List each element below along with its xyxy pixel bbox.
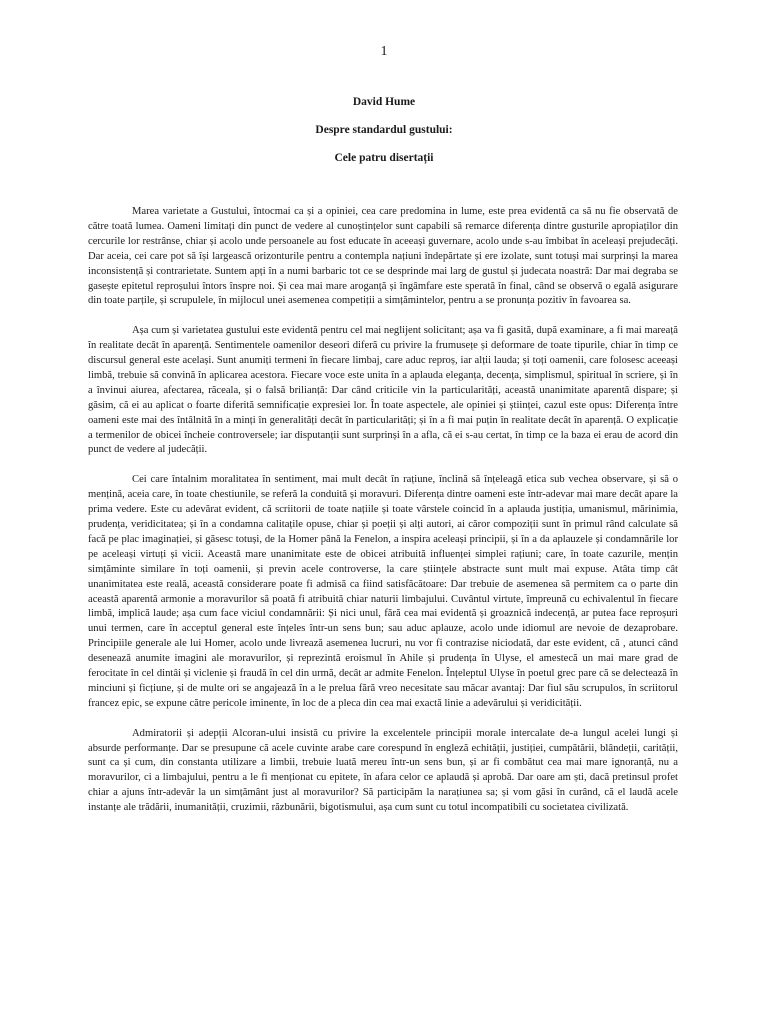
document-subtitle: Cele patru disertații (334, 152, 434, 164)
paragraph: Așa cum și varietatea gustului este evidentă pentru cel mai neglijent solicitant; așa va fi gasită, după examinare, a fi mai mareață în realitate decât în aparență. Sentimentele oamenilor deseori diferă cu privire la frumusețe și deformare de toate tipurile, chiar în timp ce discursul general este același. Sunt anumiți termeni în fiecare limbaj, care aduc reproș, iar alții lauda; și toți oamenii, care folosesc aceeași limbă, trebuie să convină în aplicarea acestora. Fiecare voce este unita în a aplauda eleganța, decența, simplismul, spiritual în scriere, și în a învinui aiurea, afectarea, răceala, și o falsă brilianță: Dar când criticile vin la particularități, această unanimitate aparentă dispare; și găsim, că ei au aplicat o foarte diferită semnificație expresiei lor. În toate aspectele, ale opiniei și științei, cazul este opus: Diferența între oameni este mai des întâlnită în a minți în generalități decât în particularități; și în a fi mai puțin în realitate decât în aparență. O explicație a termenilor de obicei încheie controversele; iar disputanții sunt surprinși în a afla, că ei s-au certat, în timp ce la baza ei erau de acord din punct de vedere al judecății. (88, 325, 678, 456)
page-number: 1 (380, 44, 388, 59)
body-text (88, 205, 678, 816)
author-name: David Hume (352, 96, 416, 108)
paragraph: Admiratorii și adepții Alcoran-ului insistă cu privire la excelentele principii morale intercalate de-a lungul acelei lungi și absurde performanțe. Dar se presupune că acele cuvinte arabe care corespund în engleză echității, justiției, cumpătării, blândeții, carității, sunt ca și cum, din constanta utilizare a limbii, trebuie luată mereu într-un sens bun, și ar fi combătut cea mai mare ignoranță, nu a moravurilor, ci a limbajului, pentru a le fi menționat cu epitete, în afara celor ce aplaudă și aprobă. Dar oare am ști, dacă pretinsul profet chiar a ajuns într-adevăr la un simțământ just al moravurilor? Să participăm la narațiunea sa; și vom găsi în curând, că el laudă acele instanțe ale trădării, inumanității, cruzimii, răzbunării, bigotismului, așa cum sunt cu totul incompatibili cu societatea civilizată. (88, 727, 678, 814)
document-title: Despre standardul gustului: (315, 124, 453, 136)
paragraph: Cei care întalnim moralitatea în sentiment, mai mult decât în rațiune, înclină să înțeleagă etica sub vechea observare, și să o mențină, aceia care, în toate chestiunile, se referă la conduită și moravuri. Diferența dintre oameni este într-adevar mai mare decât apare la prima vedere. Este cu adevărat evident, că scriitorii de toate națiile și toate vârstele coincid în a aplauda justiția, umanismul, mărinimia, prudența, veridicitatea; și în a condamna calitațile opuse, chiar și poeții și alți autori, ai căror compoziții sunt în primul rând calculate să facă pe plac imaginației, și găsesc totuși, de la Homer până la Fenelon, a inspira aceleași principii, și în a da aplauzele și condamnările lor pe aceleași virtuți și vicii. Această mare unanimitate este de obicei atribuită influenței simplei rațiuni; care, în toate cazurile, mențin simțăminte similare în toți oamenii, și previn acele controverse, la care științele abstracte sunt mult mai expuse. Atâta timp cât unanimitatea este reală, această considerare poate fi admisă ca fiind satisfăcătoare: Dar trebuie de asemenea să permitem ca o parte din această aparentă armonie a moravurilor să poată fi atribuită chiar naturii limbajului. Cuvântul virtute, împreună cu echivalentul în fiecare limbă, implică laude; așa cum face viciul condamnării: Și nici unul, fără cea mai evidentă și groaznică indecență, ar putea face reproșuri unui termen, care în acceptul general este înțeles într-un sens bun; sau aduc aplauze, acolo unde idiomul are nevoie de dezaprobare. Principiile generale ale lui Homer, acolo unde livrează asemenea lucruri, nu vor fi contrazise niciodată, dar este evident, că , atunci când desenează anumite imagini ale moravurilor, și reprezintă eroismul în Ahile și prudența în Ulyse, el amestecă un mai mare grad de ferocitate în cel dintâi și viclenie și fraudă în cel din urmă, decât ar admite Fenelon. Înțeleptul Ulyse în poetul grec pare că se delectează în minciuni și ficțiune, și de multe ori se angajează în a le prelua fără vreo necesitate sau măcar avantaj: Dar fiul său scrupulos, în scriitorul francez epic, se expune către pericole iminente, în loc de a pleca din cea mai exactă linie a adevărului și veridicității. (88, 474, 678, 709)
paragraph: Marea varietate a Gustului, întocmai ca și a opiniei, cea care predomina in lume, este prea evidentă ca să nu fie observată de către toată lumea. Oameni limitați din punct de vedere al cunoștințelor sunt capabili să remarce diferența dintre gusturile apropiaților din cercurile lor restrânse, chiar și acolo unde persoanele au fost educate în aceeași guvernare, acolo unde s-au îmbibat în aceleași prejudecăți. Dar aceia, cei care pot să își largească orizonturile pentru a contempla națiuni îndepărtate și ere izolate, sunt totuși mai surprinși la marea inconsistență și contrarietate. Suntem apți în a numi barbaric tot ce se desprinde mai larg de gustul și judecata noastră: Dar mai degraba se gasește epitetul reproșului întors înspre noi. Și cea mai mare aroganță și îngâmfare este sperată în final, când se observă o egală asigurare din toate parțile, și scrupulele, în mijlocul unei asemenea competiții a simțămintelor, pentru a se pronunța pozitiv în favoarea sa. (88, 206, 678, 307)
